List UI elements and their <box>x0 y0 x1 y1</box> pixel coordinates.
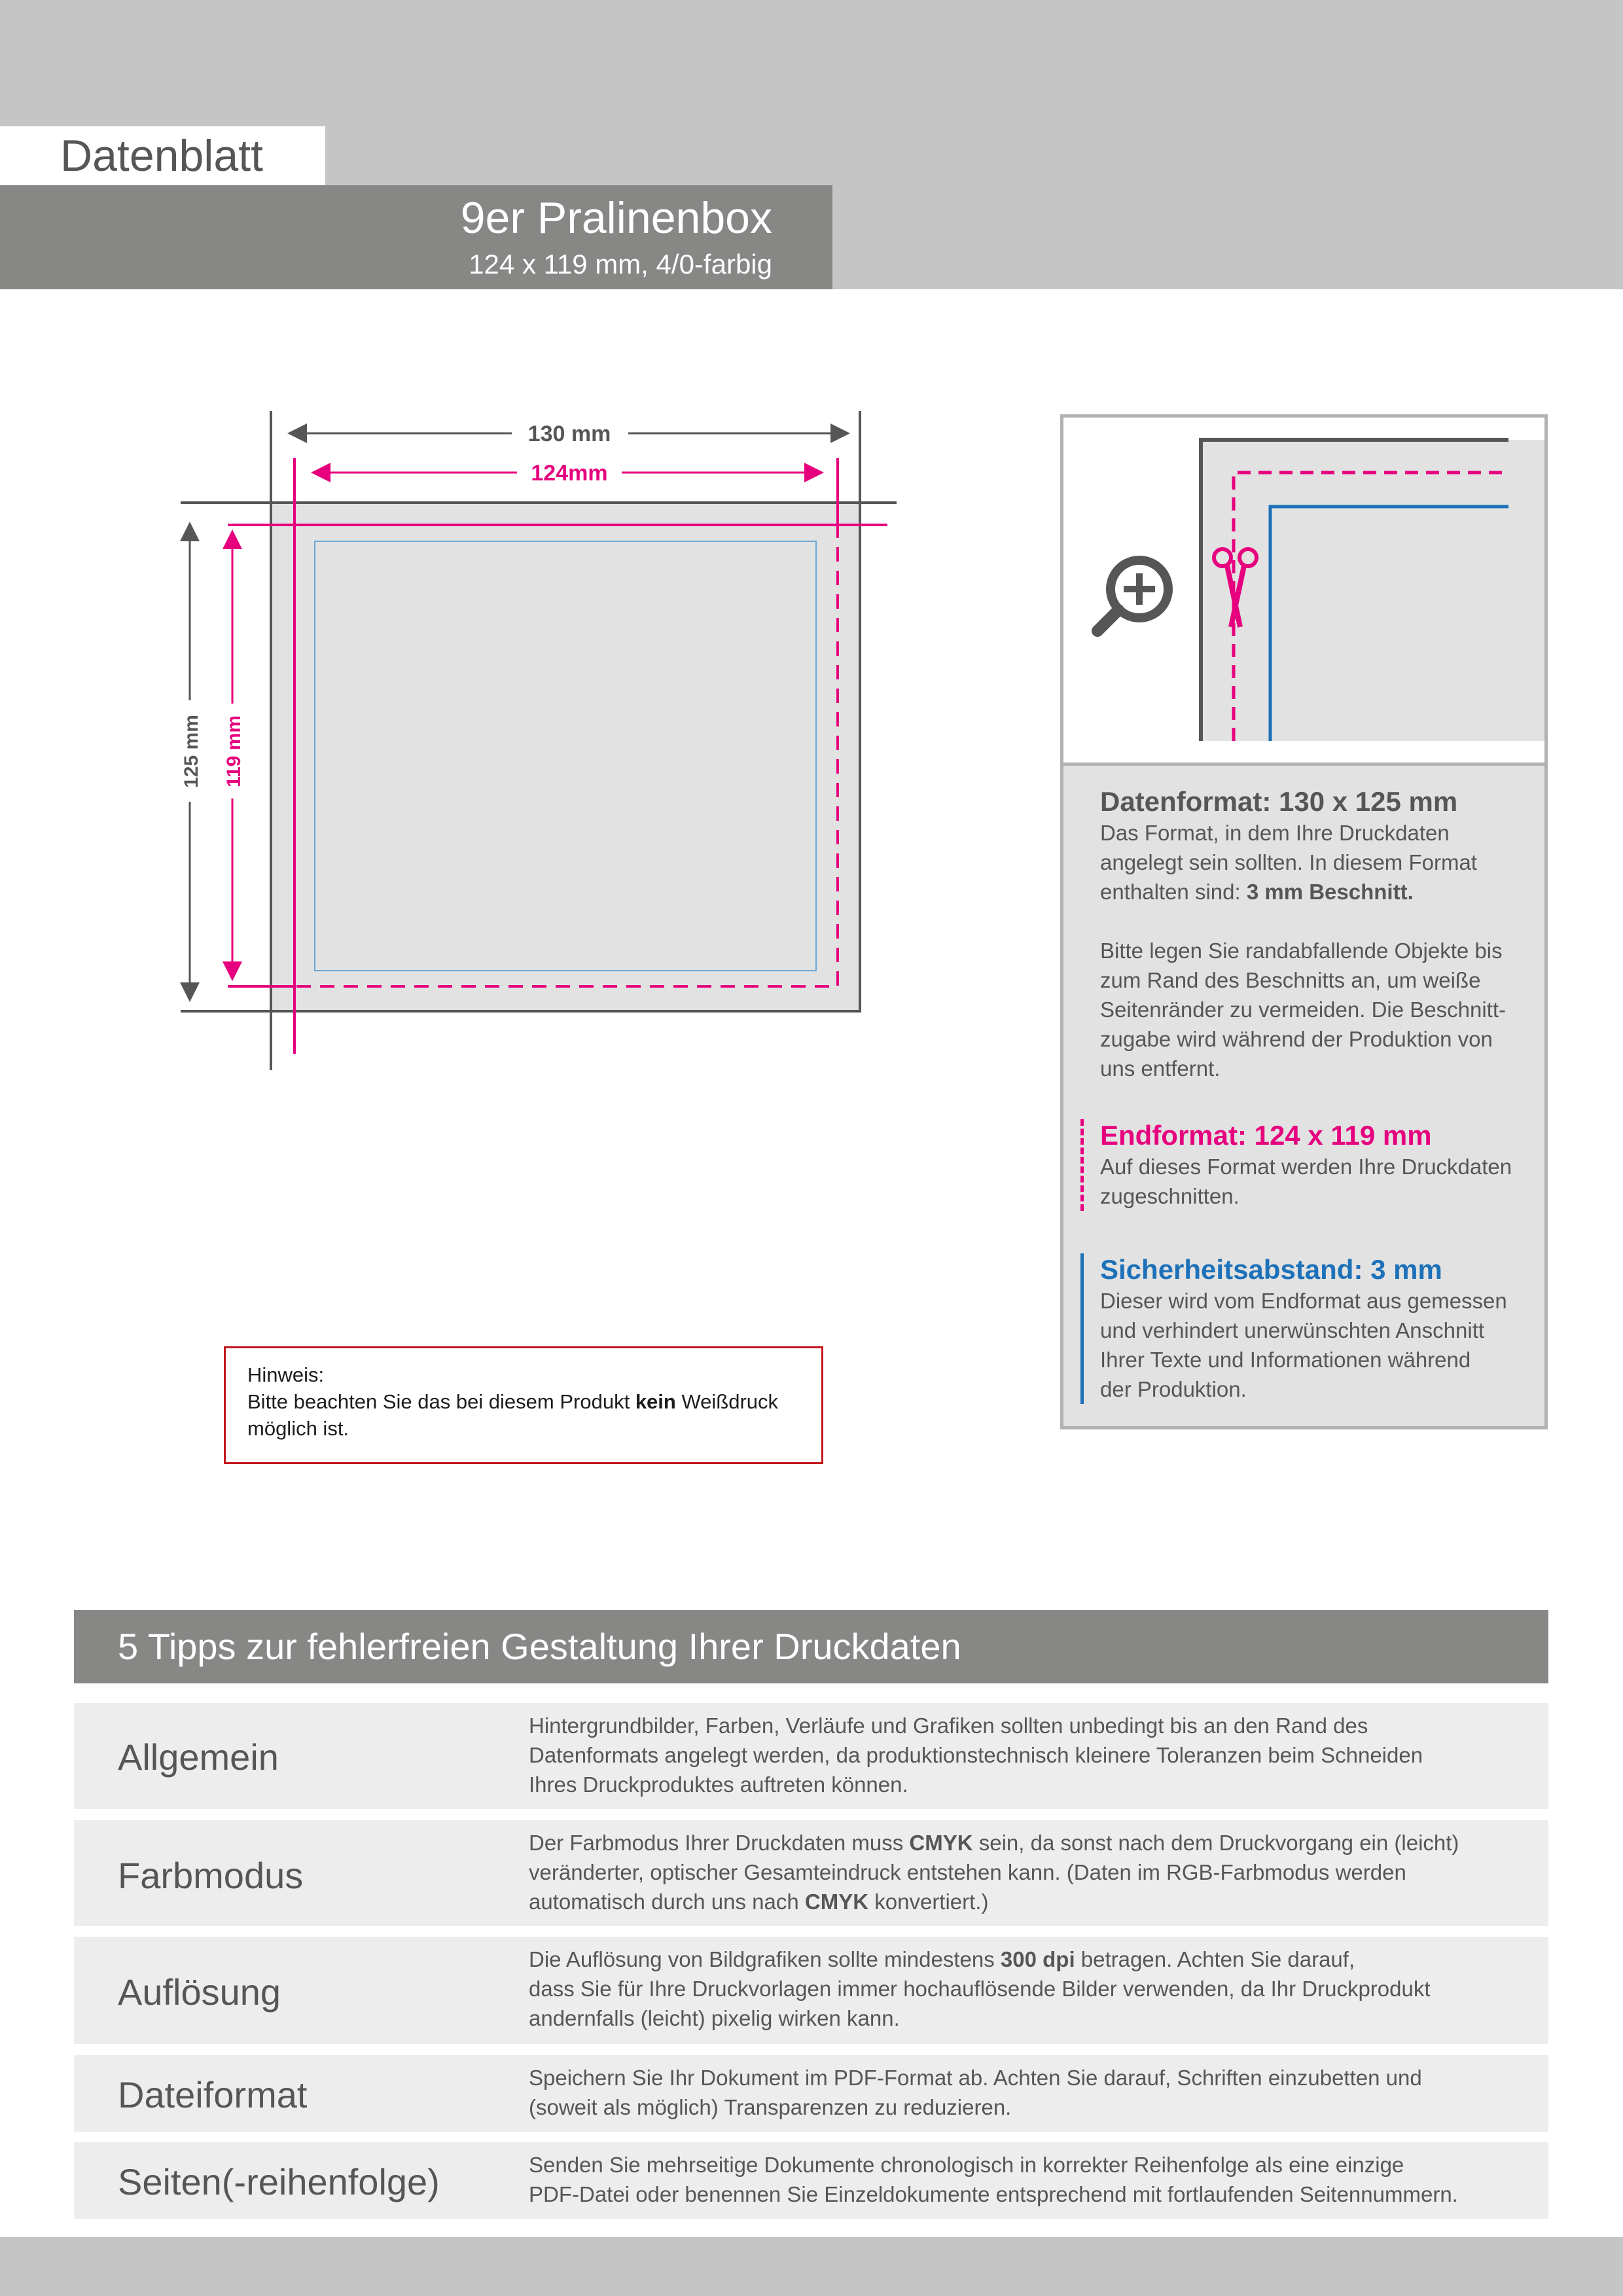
tip-line: Speichern Sie Ihr Dokument im PDF-Format ab. Achten Sie darauf, Schriften einzubetten und <box>529 2066 1422 2090</box>
endformat-block <box>1100 1119 1539 1211</box>
info-body <box>1063 762 1544 1426</box>
datenformat-line: zugabe wird während der Produktion von <box>1100 1027 1493 1051</box>
tip-row-farbmodus <box>74 1820 1548 1926</box>
sicherheit-block <box>1100 1253 1539 1404</box>
height-final-label: 119 mm <box>223 715 245 788</box>
safety-area <box>315 541 816 971</box>
datenformat-line: Bitte legen Sie randabfallende Objekte bis <box>1100 939 1503 963</box>
tip-fragment: betragen. Achten Sie darauf, <box>1075 1947 1355 1971</box>
tip-emphasis: CMYK <box>804 1890 869 1914</box>
tip-text <box>529 1828 1530 1916</box>
tip-line <box>529 1945 1530 1974</box>
tip-emphasis: CMYK <box>909 1831 973 1855</box>
tip-line <box>529 1887 1530 1916</box>
tip-emphasis: 300 dpi <box>1000 1947 1075 1971</box>
datenformat-line: angelegt sein sollten. In diesem Format <box>1100 850 1477 874</box>
tip-fragment: automatisch durch uns nach <box>529 1890 805 1914</box>
tip-line <box>529 1828 1530 1857</box>
tip-fragment: Der Farbmodus Ihrer Druckdaten muss <box>529 1831 910 1855</box>
tip-text <box>529 2063 1530 2122</box>
tip-line: Ihres Druckproduktes auftreten können. <box>529 1772 908 1797</box>
tip-line: Hintergrundbilder, Farben, Verläufe und Grafiken sollten unbedingt bis an den Rand des <box>529 1713 1368 1738</box>
doc-label: Datenblatt <box>0 126 325 185</box>
footer-band <box>0 2237 1623 2296</box>
tip-row-dateiformat <box>74 2055 1548 2132</box>
hint-line: möglich ist. <box>247 1417 349 1440</box>
datenformat-line <box>1100 877 1539 906</box>
width-total-label: 130 mm <box>527 422 611 446</box>
bleed-highlight: 3 mm Beschnitt. <box>1246 880 1414 904</box>
tip-row-aufloesung <box>74 1937 1548 2044</box>
hint-box <box>224 1346 823 1464</box>
endformat-marker <box>1080 1119 1084 1211</box>
tips-heading: 5 Tipps zur fehlerfreien Gestaltung Ihrer Druckdaten <box>74 1610 1548 1683</box>
tip-line: (soweit als möglich) Transparenzen zu reduzieren. <box>529 2095 1012 2119</box>
zoom-detail <box>1063 418 1544 762</box>
data-format-area <box>271 503 860 1011</box>
endformat-line: Auf dieses Format werden Ihre Druckdaten <box>1100 1155 1512 1179</box>
product-subtitle: 124 x 119 mm, 4/0-farbig <box>469 249 772 279</box>
height-total-label: 125 mm <box>181 715 202 788</box>
tip-row-seiten <box>74 2142 1548 2219</box>
sicherheit-line: Ihrer Texte und Informationen während <box>1100 1348 1471 1372</box>
datenformat-title: Datenformat: 130 x 125 mm <box>1100 786 1458 817</box>
tip-row-allgemein <box>74 1703 1548 1809</box>
tip-label: Auflösung <box>118 1971 281 2013</box>
tip-fragment: konvertiert.) <box>868 1890 989 1914</box>
datenformat-line: uns entfernt. <box>1100 1056 1221 1081</box>
tip-label: Allgemein <box>118 1736 279 1778</box>
tip-line: dass Sie für Ihre Druckvorlagen immer hochauflösende Bilder verwenden, da Ihr Druckprodukt <box>529 1977 1431 2001</box>
info-panel <box>1060 414 1548 1429</box>
sicherheit-line: Dieser wird vom Endformat aus gemessen <box>1100 1289 1507 1313</box>
hint-emphasis: kein <box>635 1390 676 1413</box>
hint-text: Bitte beachten Sie das bei diesem Produkt <box>247 1390 635 1413</box>
tip-text <box>529 2150 1530 2209</box>
datenformat-line: Seitenränder zu vermeiden. Die Beschnitt- <box>1100 997 1506 1022</box>
datenformat-text: enthalten sind: <box>1100 880 1247 904</box>
tip-text <box>529 1711 1530 1799</box>
hint-line <box>247 1388 821 1415</box>
tip-label: Seiten(-reihenfolge) <box>118 2161 440 2202</box>
sicherheit-line: und verhindert unerwünschten Anschnitt <box>1100 1318 1485 1342</box>
tip-line: Senden Sie mehrseitige Dokumente chronologisch in korrekter Reihenfolge als eine einzige <box>529 2153 1404 2177</box>
tip-label: Dateiformat <box>118 2074 308 2115</box>
endformat-title: Endformat: 124 x 119 mm <box>1100 1120 1432 1151</box>
tip-fragment: sein, da sonst nach dem Druckvorgang ein (leicht) <box>972 1831 1459 1855</box>
sicherheit-title: Sicherheitsabstand: 3 mm <box>1100 1254 1442 1285</box>
hint-label: Hinweis: <box>247 1363 325 1386</box>
tip-text <box>529 1945 1530 2033</box>
sicherheit-line: der Produktion. <box>1100 1377 1247 1401</box>
tip-label: Farbmodus <box>118 1855 304 1896</box>
tip-line: veränderter, optischer Gesamteindruck entstehen kann. (Daten im RGB-Farbmodus werden <box>529 1860 1406 1884</box>
zoom-detail-graphic <box>1063 418 1544 762</box>
tip-line: andernfalls (leicht) pixelig wirken kann. <box>529 2006 900 2030</box>
width-final-label: 124mm <box>531 461 608 486</box>
endformat-line: zugeschnitten. <box>1100 1184 1240 1208</box>
zoom-in-icon <box>1097 560 1168 631</box>
datenformat-line: zum Rand des Beschnitts an, um weiße <box>1100 968 1481 992</box>
product-title: 9er Pralinenbox <box>460 193 772 243</box>
tip-fragment: Die Auflösung von Bildgrafiken sollte mindestens <box>529 1947 1001 1971</box>
end-format-line <box>294 525 838 986</box>
tip-line: PDF-Datei oder benennen Sie Einzeldokumente entsprechend mit fortlaufenden Seitennummern. <box>529 2182 1458 2206</box>
datenformat-line: Das Format, in dem Ihre Druckdaten <box>1100 821 1450 845</box>
datenformat-block <box>1100 785 1539 1083</box>
safety-marker <box>1080 1253 1084 1404</box>
hint-text: Weißdruck <box>675 1390 779 1413</box>
tip-line: Datenformats angelegt werden, da produktionstechnisch kleinere Toleranzen beim Schneiden <box>529 1743 1423 1767</box>
product-title-bar <box>0 185 832 289</box>
